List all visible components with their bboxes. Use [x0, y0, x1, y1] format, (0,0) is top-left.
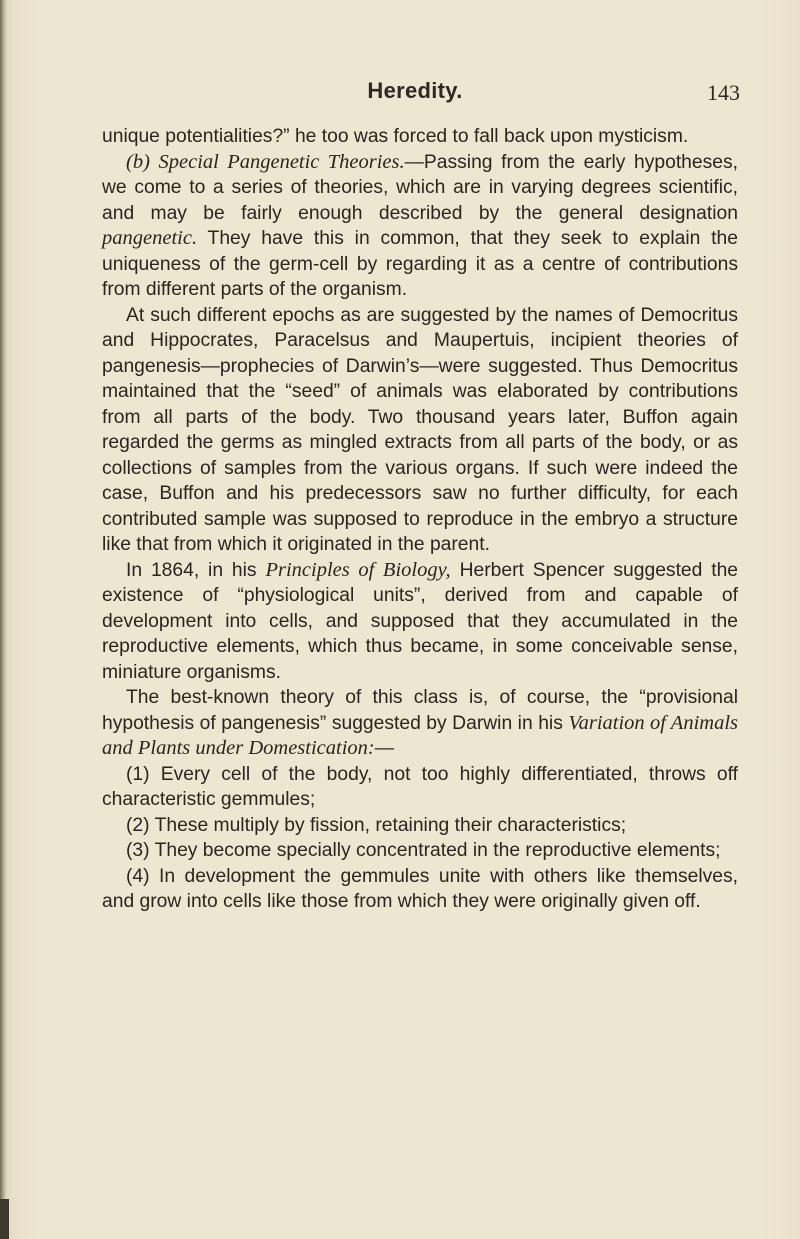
book-title-italic: Variation of Animals and Plants under Domestication: [102, 711, 738, 759]
list-item: (3) They become specially concentrated in the reproductive elements; [126, 840, 721, 861]
paragraph-text: In 1864, in his [126, 559, 257, 581]
paragraph-text: Herbert Spencer suggested the existence of “physiological units”, derived from and capable of development into cells, and supposed that they accumulated in the reproductive elements, which thus became, in some conceivable sense, miniature organisms. [102, 559, 739, 683]
list-item: (1) Every cell of the body, not too highly differentiated, throws off characteristic gemmules; [102, 763, 738, 810]
paragraph-text: unique potentialities?” he too was forced to fall back upon mysticism. [102, 126, 689, 147]
book-spine-edge [0, 0, 6, 1239]
book-title-italic: Principles of Biology, [265, 558, 451, 581]
section-label: (b) [126, 150, 150, 173]
paragraph-democritus [102, 303, 738, 558]
page-header [90, 78, 740, 112]
list-item: (2) These multiply by fission, retaining their characteristics; [126, 814, 627, 836]
paragraph-spencer [102, 558, 738, 686]
paragraph-text: They have this in common, that they seek to explain the uniqueness of the germ-cell by regarding it as a centre of contributions from different parts of the organism. [102, 228, 738, 300]
paragraph-text: — [374, 738, 395, 759]
paragraph-text: At such different epochs as are suggested by the names of Democritus and Hippocrates, Paracelsus and Maupertuis, incipient theories of pangenesis—prophecies of Darwin’s—were suggested. Thus Democritus maintained that the “seed” of animals was elaborated by contributions from all parts of the body. Two thousand years later, Buffon again regarded the germs as mingled extracts from all parts of the body, or as collections of samples from the various organs. If such were indeed the case, Buffon and his predecessors saw no further difficulty, for each contributed sample was supposed to reproduce in the embryo a structure like that from which it originated in the parent. [102, 304, 738, 555]
paragraph-continuation [102, 124, 738, 150]
spine-shadow [0, 1199, 9, 1239]
running-title: Heredity. [367, 78, 463, 103]
list-item: (4) In development the gemmules unite with others like themselves, and grow into cells like those from which they were originally given off. [102, 865, 738, 912]
body-text [102, 124, 738, 915]
paragraph-text: —Passing from the early hypotheses, we come to a series of theories, which are in varying degrees scientific, and may be fairly enough described by the general designation [102, 151, 738, 224]
italic-term: pangenetic. [102, 227, 198, 249]
paragraph-darwin [102, 685, 738, 762]
paragraph-special-theories [102, 150, 738, 303]
paragraph-text: The best-known theory of this class is, of course, the “provisional hypothesis of pangenesis” suggested by Darwin in his [102, 687, 738, 734]
page-number: 143 [707, 80, 740, 105]
section-heading: Special Pangenetic Theories. [158, 150, 405, 173]
